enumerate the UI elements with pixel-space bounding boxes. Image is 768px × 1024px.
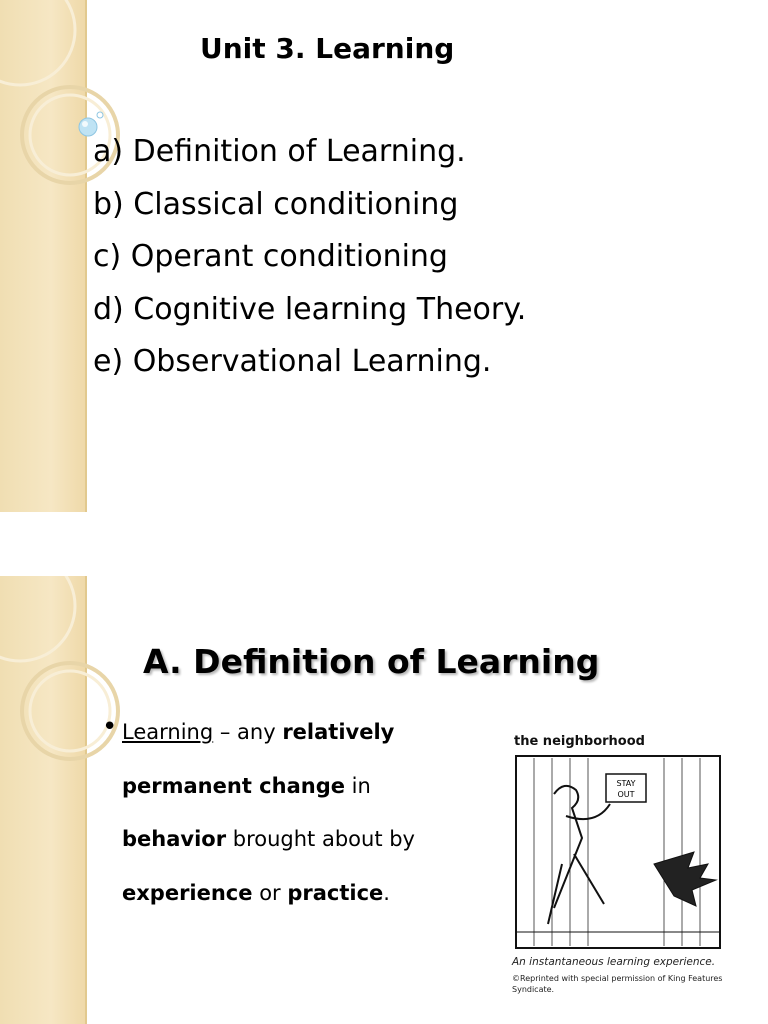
side-decoration-band [0, 576, 87, 1024]
bold-phrase: behavior [122, 827, 227, 851]
slide-gap [0, 512, 768, 576]
cartoon-caption: An instantaneous learning experience. [512, 956, 716, 968]
topic-item: c) Operant conditioning [93, 239, 448, 274]
bold-phrase: experience [122, 880, 253, 905]
text-seg: brought about by [226, 827, 415, 851]
topic-item: d) Cognitive learning Theory. [93, 291, 527, 327]
cartoon-credit: ©Reprinted with special permission of King Features Syndicate. [512, 974, 723, 994]
topic-item: a) Definition of Learning. [93, 134, 466, 169]
bold-phrase: permanent change [122, 773, 345, 798]
definition-block [100, 706, 480, 920]
slide-title: A. Definition of Learning [143, 642, 600, 681]
cartoon-title: the neighborhood [514, 734, 645, 749]
text-seg: . [383, 880, 390, 905]
slide-title: Unit 3. Learning [200, 32, 455, 65]
topic-item: b) Classical conditioning [93, 186, 459, 222]
bold-phrase: relatively [282, 720, 395, 744]
cartoon-figure [510, 734, 730, 1004]
term: Learning [122, 720, 214, 744]
bullet-icon: • [102, 712, 118, 742]
text-seg: – any [213, 720, 283, 744]
topic-item: e) Observational Learning. [93, 344, 492, 379]
cartoon-illustration-icon [514, 754, 724, 954]
topic-list [93, 126, 526, 389]
text-seg: or [252, 880, 288, 905]
sign-text: OUT [617, 790, 635, 799]
sign-text: STAY [616, 779, 636, 788]
text-seg: in [344, 773, 371, 798]
definition-text [122, 706, 480, 920]
bold-phrase: practice [287, 880, 384, 905]
slide-2 [0, 576, 768, 1024]
